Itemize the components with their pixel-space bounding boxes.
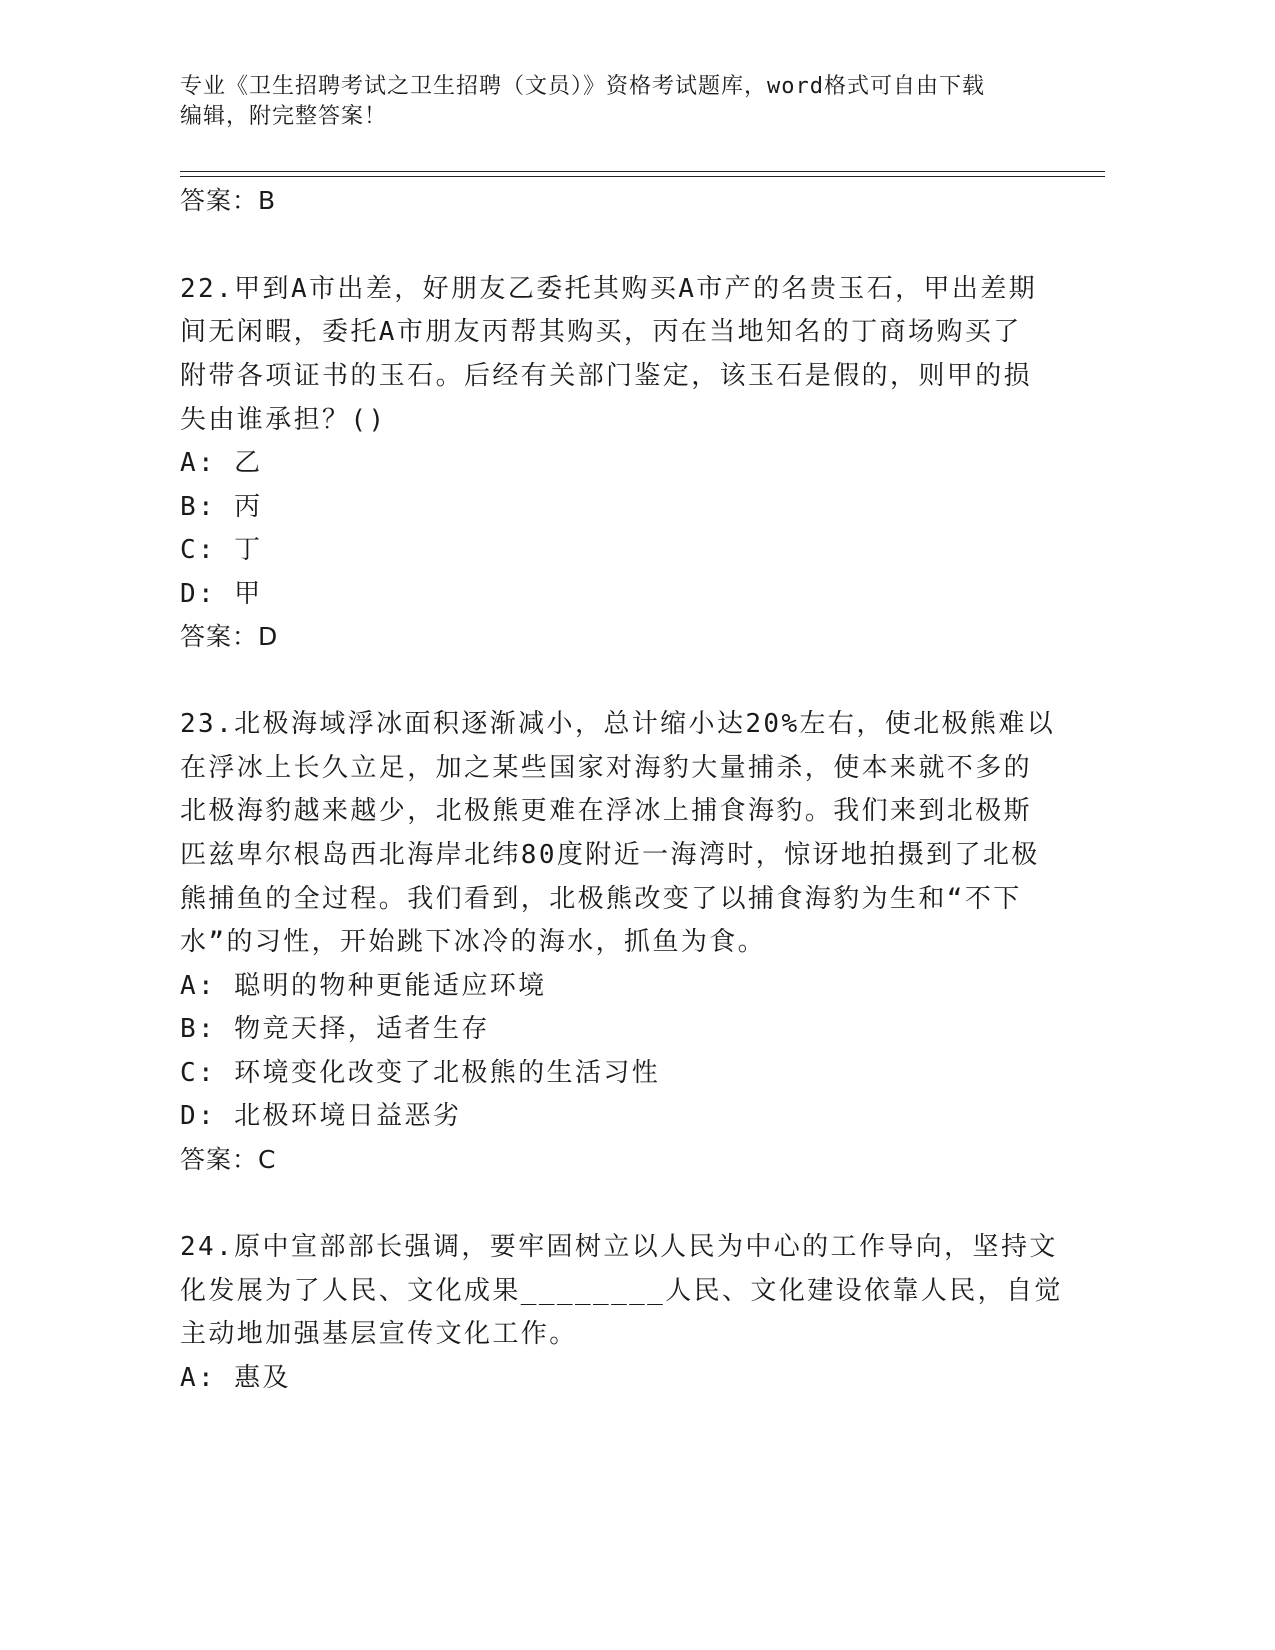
q22-option-d: D: 甲 <box>180 579 263 609</box>
q22-option-c: C: 丁 <box>180 535 263 565</box>
q23-text-line-3: 北极海豹越来越少，北极熊更难在浮冰上捕食海豹。我们来到北极斯 <box>180 796 1033 826</box>
q24-text-line-1: 24.原中宣部部长强调，要牢固树立以人民为中心的工作导向，坚持文 <box>180 1232 1058 1262</box>
q23-text-line-4: 匹兹卑尔根岛西北海岸北纬80度附近一海湾时，惊讶地拍摄到了北极 <box>180 840 1040 870</box>
q23-option-d: D: 北极环境日益恶劣 <box>180 1101 462 1131</box>
document-header <box>180 72 1060 132</box>
q23-text-line-2: 在浮冰上长久立足，加之某些国家对海豹大量捕杀，使本来就不多的 <box>180 753 1033 783</box>
q24-text-line-2: 化发展为了人民、文化成果________人民、文化建设依靠人民，自觉 <box>180 1276 1063 1306</box>
q22-text-line-4: 失由谁承担？() <box>180 405 387 435</box>
q22-text-line-3: 附带各项证书的玉石。后经有关部门鉴定，该玉石是假的，则甲的损 <box>180 361 1033 391</box>
q22-text-line-1: 22.甲到A市出差，好朋友乙委托其购买A市产的名贵玉石，甲出差期 <box>180 274 1038 304</box>
q23-option-a: A: 聪明的物种更能适应环境 <box>180 971 547 1001</box>
q23-option-c: C: 环境变化改变了北极熊的生活习性 <box>180 1058 661 1088</box>
q23-answer: 答案：C <box>180 1145 277 1174</box>
header-divider-bottom <box>180 176 1105 177</box>
answer-prev: 答案：B <box>180 186 277 215</box>
q22-option-a: A: 乙 <box>180 448 263 478</box>
q22-answer: 答案：D <box>180 622 279 651</box>
q24-option-a: A: 惠及 <box>180 1363 291 1393</box>
header-line-2: 编辑，附完整答案！ <box>180 104 388 129</box>
q24-text-line-3: 主动地加强基层宣传文化工作。 <box>180 1319 578 1349</box>
q22-option-b: B: 丙 <box>180 492 263 522</box>
q23-text-line-6: 水”的习性，开始跳下冰冷的海水，抓鱼为食。 <box>180 927 767 957</box>
q23-text-line-5: 熊捕鱼的全过程。我们看到，北极熊改变了以捕食海豹为生和“不下 <box>180 884 1022 914</box>
q23-option-b: B: 物竞天择，适者生存 <box>180 1014 490 1044</box>
header-divider-top <box>180 171 1105 172</box>
q23-text-line-1: 23.北极海域浮冰面积逐渐减小，总计缩小达20%左右，使北极熊难以 <box>180 709 1056 739</box>
header-line-1: 专业《卫生招聘考试之卫生招聘（文员）》资格考试题库，word格式可自由下载 <box>180 74 985 99</box>
q22-text-line-2: 间无闲暇，委托A市朋友丙帮其购买，丙在当地知名的丁商场购买了 <box>180 317 1022 347</box>
